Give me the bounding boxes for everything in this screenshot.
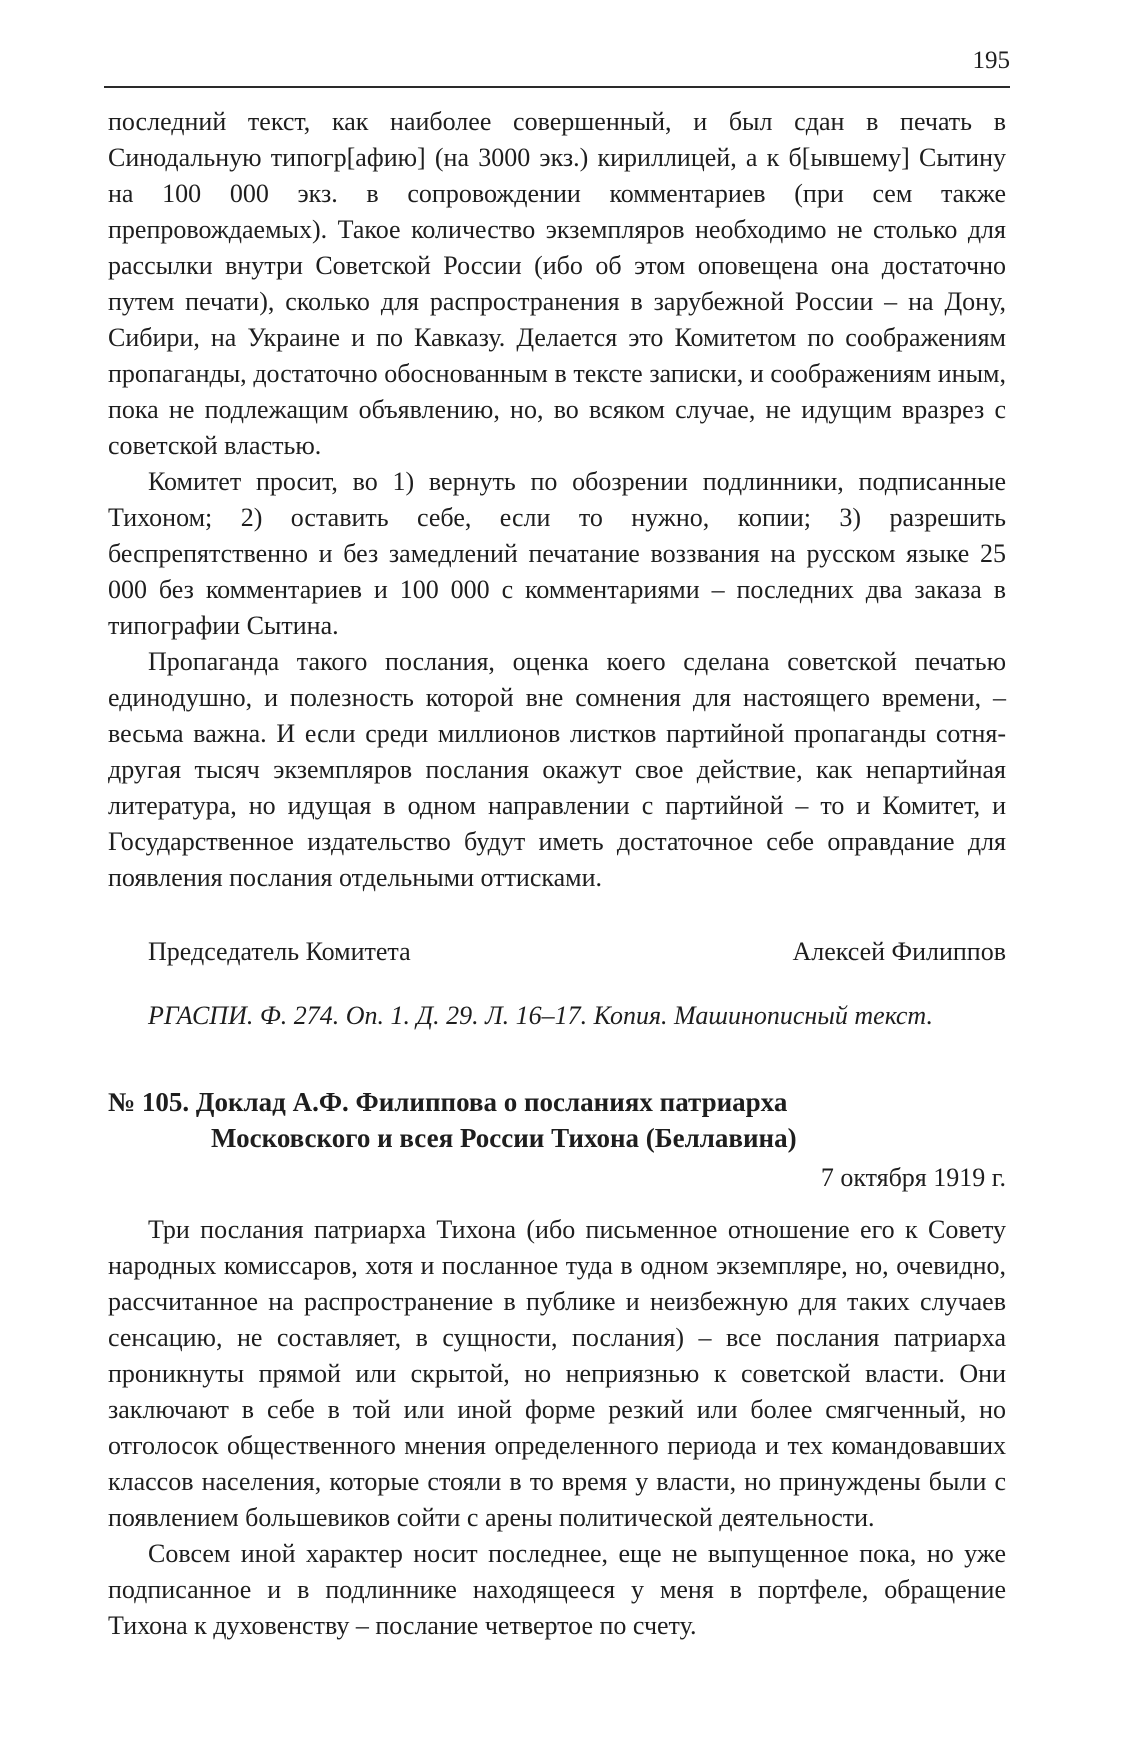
document-heading — [108, 1084, 1006, 1156]
paragraph-doc105-1: Три послания патриарха Тихона (ибо письменное отношение его к Совету народных комиссаров, хотя и посланное туда в одном экземпляре, но, очевидно, рассчитанное на распространение в публике и неизбежную для таких случаев сенсацию, не составляет, в сущности, послания) – все послания патриарха проникнуты прямой или скрытой, но неприязнью к советской власти. Они заключают в себе в той или иной форме резкий или более смягченный, но отголосок общественного мнения определенного периода и тех командовавших классов населения, которые стояли в то время у власти, но принуждены были с появлением большевиков сойти с арены политической деятельности. — [108, 1215, 1006, 1532]
paragraph-continuation-2: Комитет просит, во 1) вернуть по обозрении подлинники, подписанные Тихоном; 2) оставить себе, если то нужно, копии; 3) разрешить беспрепятственно и без замедлений печатание воззвания на русском языке 25 000 без комментариев и 100 000 с комментариями – последних два заказа в типографии Сытина. — [108, 467, 1006, 640]
signature-block — [108, 934, 1006, 970]
page-content — [108, 104, 1006, 1644]
document-heading-line2: Московского и всея России Тихона (Беллавина) — [211, 1123, 797, 1153]
paragraph-continuation-1: последний текст, как наиболее совершенный, и был сдан в печать в Синодальную типогр[афию] (на 3000 экз.) кириллицей, а к б[ывшему] Сытину на 100 000 экз. в сопровождении комментариев (при сем также препровождаемых). Такое количество экземпляров необходимо не столько для рассылки внутри Советской России (ибо об этом оповещена она достаточно путем печати), сколько для распространения в зарубежной России – на Дону, Сибири, на Украине и по Кавказу. Делается это Комитетом по соображениям пропаганды, достаточно обоснованным в тексте записки, и соображениям иным, пока не подлежащим объявлению, но, во всяком случае, не идущим вразрез с советской властью. — [108, 107, 1006, 460]
signature-title: Председатель Комитета — [148, 937, 411, 966]
header-rule — [104, 86, 1010, 88]
paragraph-continuation-3: Пропаганда такого послания, оценка коего сделана советской печатью единодушно, и полезность которой вне сомнения для настоящего времени, – весьма важна. И если среди миллионов листков партийной пропаганды сотня-другая тысяч экземпляров послания окажут свое действие, как непартийная литература, но идущая в одном направлении с партийной – то и Комитет, и Государственное издательство будут иметь достаточное себе оправдание для появления послания отдельными оттисками. — [108, 647, 1006, 892]
archival-source: РГАСПИ. Ф. 274. Оп. 1. Д. 29. Л. 16–17. Копия. Машинописный текст. — [148, 1001, 934, 1030]
page-number: 195 — [972, 47, 1010, 74]
document-heading-line1: № 105. Доклад А.Ф. Филиппова о посланиях патриарха — [108, 1087, 788, 1117]
signature-name: Алексей Филиппов — [792, 937, 1006, 966]
paragraph-doc105-2: Совсем иной характер носит последнее, еще не выпущенное пока, но уже подписанное и в подлиннике находящееся у меня в портфеле, обращение Тихона к духовенству – послание четвертое по счету. — [108, 1539, 1006, 1640]
document-date: 7 октября 1919 г. — [820, 1163, 1006, 1192]
